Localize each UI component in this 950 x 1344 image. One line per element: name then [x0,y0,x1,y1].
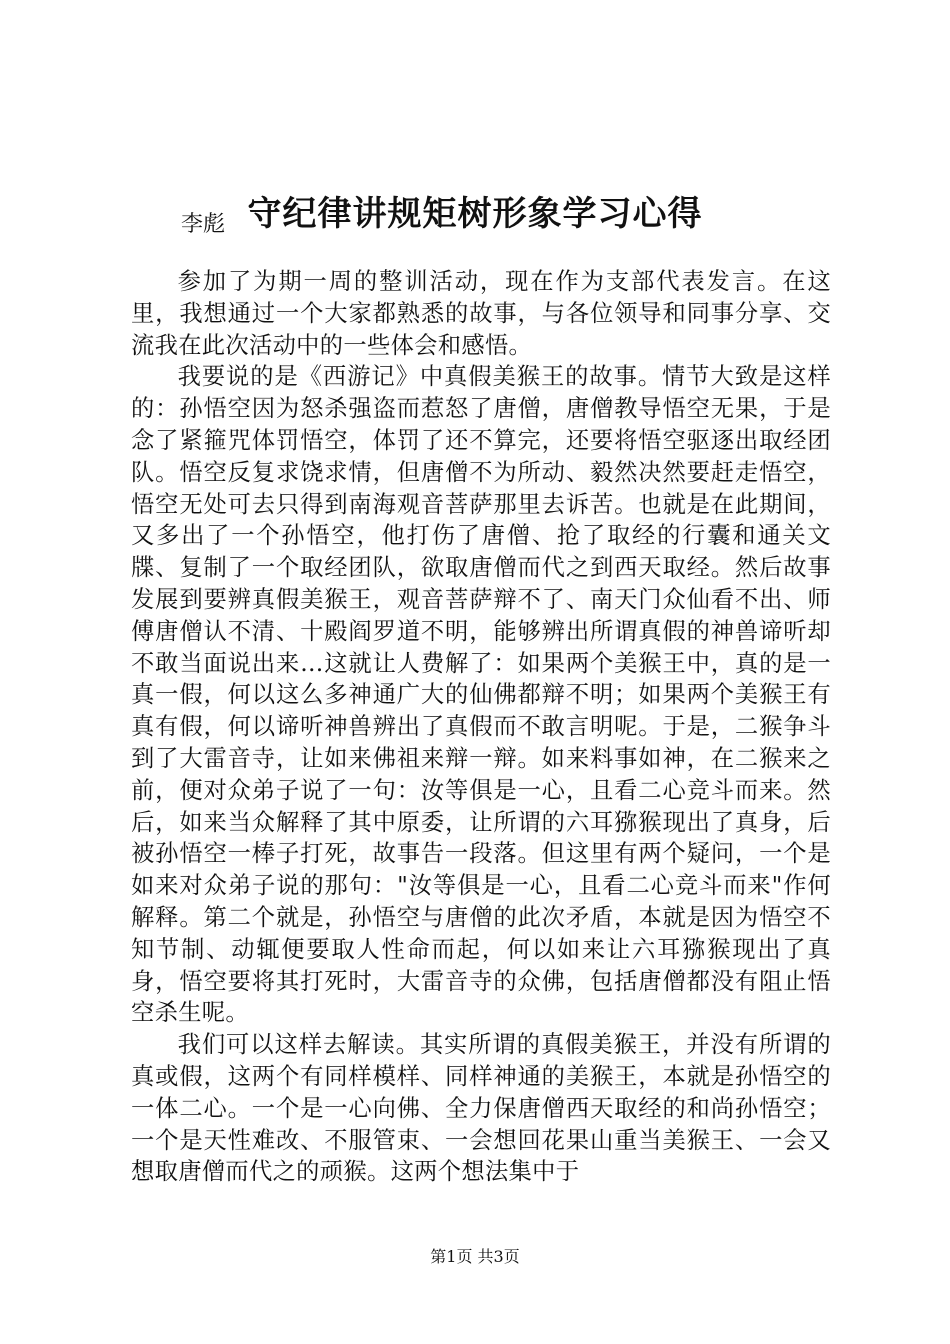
paragraph: 参加了为期一周的整训活动，现在作为支部代表发言。在这里，我想通过一个大家都熟悉的故事，与各位领导和同事分享、交流我在此次活动中的一些体会和感悟。 [131,268,831,359]
document-title: 守纪律讲规矩树形象学习心得 [247,194,703,234]
document-body [131,266,831,1188]
page-number-footer: 第1页 共3页 [430,1247,520,1266]
author-name: 李彪 [181,212,226,237]
paragraph: 我们可以这样去解读。其实所谓的真假美猴王，并没有所谓的真或假，这两个有同样模样、同样神通的美猴王，本就是孙悟空的一体二心。一个是一心向佛、全力保唐僧西天取经的和尚孙悟空；一个是天性难改、不服管束、一会想回花果山重当美猴王、一会又想取唐僧而代之的顽猴。这两个想法集中于 [131,1031,831,1186]
paragraph: 我要说的是《西游记》中真假美猴王的故事。情节大致是这样的：孙悟空因为怒杀强盗而惹怒了唐僧，唐僧教导悟空无果，于是念了紧箍咒体罚悟空，体罚了还不算完，还要将悟空驱逐出取经团队。悟空反复求饶求情，但唐僧不为所动、毅然决然要赶走悟空，悟空无处可去只得到南海观音菩萨那里去诉苦。也就是在此期间，又多出了一个孙悟空，他打伤了唐僧、抢了取经的行囊和通关文牒、复制了一个取经团队，欲取唐僧而代之到西天取经。然后故事发展到要辨真假美猴王，观音菩萨辩不了、南天门众仙看不出、师傅唐僧认不清、十殿阎罗道不明，能够辨出所谓真假的神兽谛听却不敢当面说出来…这就让人费解了：如果两个美猴王中，真的是一真一假，何以这么多神通广大的仙佛都辩不明；如果两个美猴王有真有假，何以谛听神兽辨出了真假而不敢言明呢。于是，二猴争斗到了大雷音寺，让如来佛祖来辩一辩。如来料事如神，在二猴来之前，便对众弟子说了一句：汝等俱是一心，且看二心竞斗而来。然后，如来当众解释了其中原委，让所谓的六耳猕猴现出了真身，后被孙悟空一棒子打死，故事告一段落。但这里有两个疑问，一个是如来对众弟子说的那句："汝等俱是一心，且看二心竞斗而来"作何解释。第二个就是，孙悟空与唐僧的此次矛盾，本就是因为悟空不知节制、动辄便要取人性命而起，何以如来让六耳猕猴现出了真身，悟空要将其打死时，大雷音寺的众佛，包括唐僧都没有阻止悟空杀生呢。 [131,363,831,1027]
